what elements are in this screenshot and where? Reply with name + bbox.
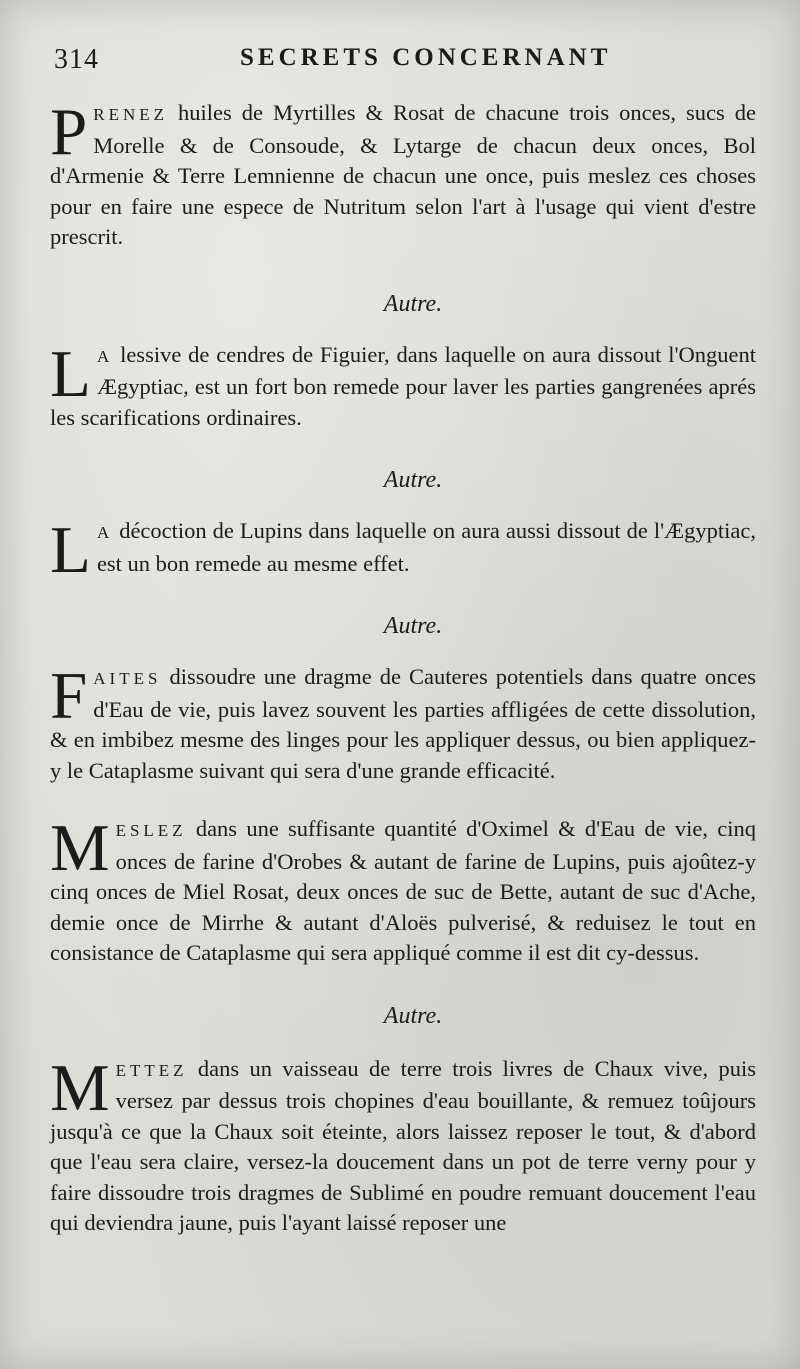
dropcap: L xyxy=(50,336,91,411)
dropcap: M xyxy=(50,811,110,885)
lead-word: ETTEZ xyxy=(115,1060,188,1080)
running-head: SECRETS CONCERNANT xyxy=(240,44,612,71)
paragraph-text: dans une suffisante quantité d'Oximel & d'Eau de vie, cinq onces de farine d'Orobes & autant de farine de Lupins, puis ajoûtez-y cinq onces de Miel Rosat, deux onces de suc de Bette, autant de suc d'Ache, demie once de Mirrhe & autant d'Aloës pulverisé, & reduisez le tout en consistance de Cataplasme qui sera appliqué comme il est dit cy-dessus. xyxy=(50,816,756,965)
lead-word: RENEZ xyxy=(93,105,169,124)
paragraph-chaux-vive xyxy=(50,1050,756,1239)
dropcap: P xyxy=(50,95,88,169)
section-heading: Autre. xyxy=(383,1002,443,1029)
dropcap: L xyxy=(50,513,91,587)
page-body xyxy=(50,95,756,1239)
section-heading: Autre. xyxy=(383,613,443,639)
lead-word: A xyxy=(96,346,114,366)
lead-word: ESLEZ xyxy=(115,821,187,840)
lead-word: AITES xyxy=(93,669,162,688)
paragraph-lessive-figuier xyxy=(50,336,756,434)
lead-word: A xyxy=(96,523,114,542)
paragraph-text: dissoudre une dragme de Cauteres potentiels dans quatre onces d'Eau de vie, puis lavez souvent les parties affligées de cette dissolution, & en imbibez mesme des linges pour les appliquer dessus, ou bien appliquez-y le Cataplasme suivant qui sera d'une grande efficacité. xyxy=(50,664,756,783)
page-header xyxy=(50,42,750,78)
page-number: 314 xyxy=(54,44,99,75)
paragraph-text: dans un vaisseau de terre trois livres de Chaux vive, puis versez par dessus trois chopines d'eau bouillante, & remuez toûjours jusqu'à ce que la Chaux soit éteinte, alors laissez reposer le tout, & d'abord que l'eau sera claire, versez-la doucement dans un pot de terre verny pour y faire dissoudre trois dragmes de Sublimé en poudre remuant doucement l'eau qui deviendra jaune, puis l'ayant laissé reposer une xyxy=(50,1055,756,1235)
section-heading: Autre. xyxy=(383,467,443,493)
paragraph-oximel-cataplasme xyxy=(50,811,756,969)
paragraph-huiles-myrtilles xyxy=(50,95,756,253)
paragraph-text: lessive de cendres de Figuier, dans laquelle on aura dissout l'Onguent Ægyptiac, est un fort bon remede pour laver les parties gangrenées aprés les scarifications ordinaires. xyxy=(50,341,756,430)
dropcap: M xyxy=(50,1050,110,1125)
paragraph-decoction-lupins xyxy=(50,513,756,587)
section-heading: Autre. xyxy=(383,290,443,317)
paragraph-cauteres-potentiels xyxy=(50,659,756,786)
dropcap: F xyxy=(50,659,88,733)
paragraph-text: huiles de Myrtilles & Rosat de chacune trois onces, sucs de Morelle & de Consoude, & Lytarge de chacun deux onces, Bol d'Armenie & Terre Lemnienne de chacun une once, puis meslez ces choses pour en faire une espece de Nutritum selon l'art à l'usage qui vient d'estre prescrit. xyxy=(50,100,756,249)
paragraph-text: décoction de Lupins dans laquelle on aura aussi dissout de l'Ægyptiac, est un bon remede au mesme effet. xyxy=(96,518,756,576)
